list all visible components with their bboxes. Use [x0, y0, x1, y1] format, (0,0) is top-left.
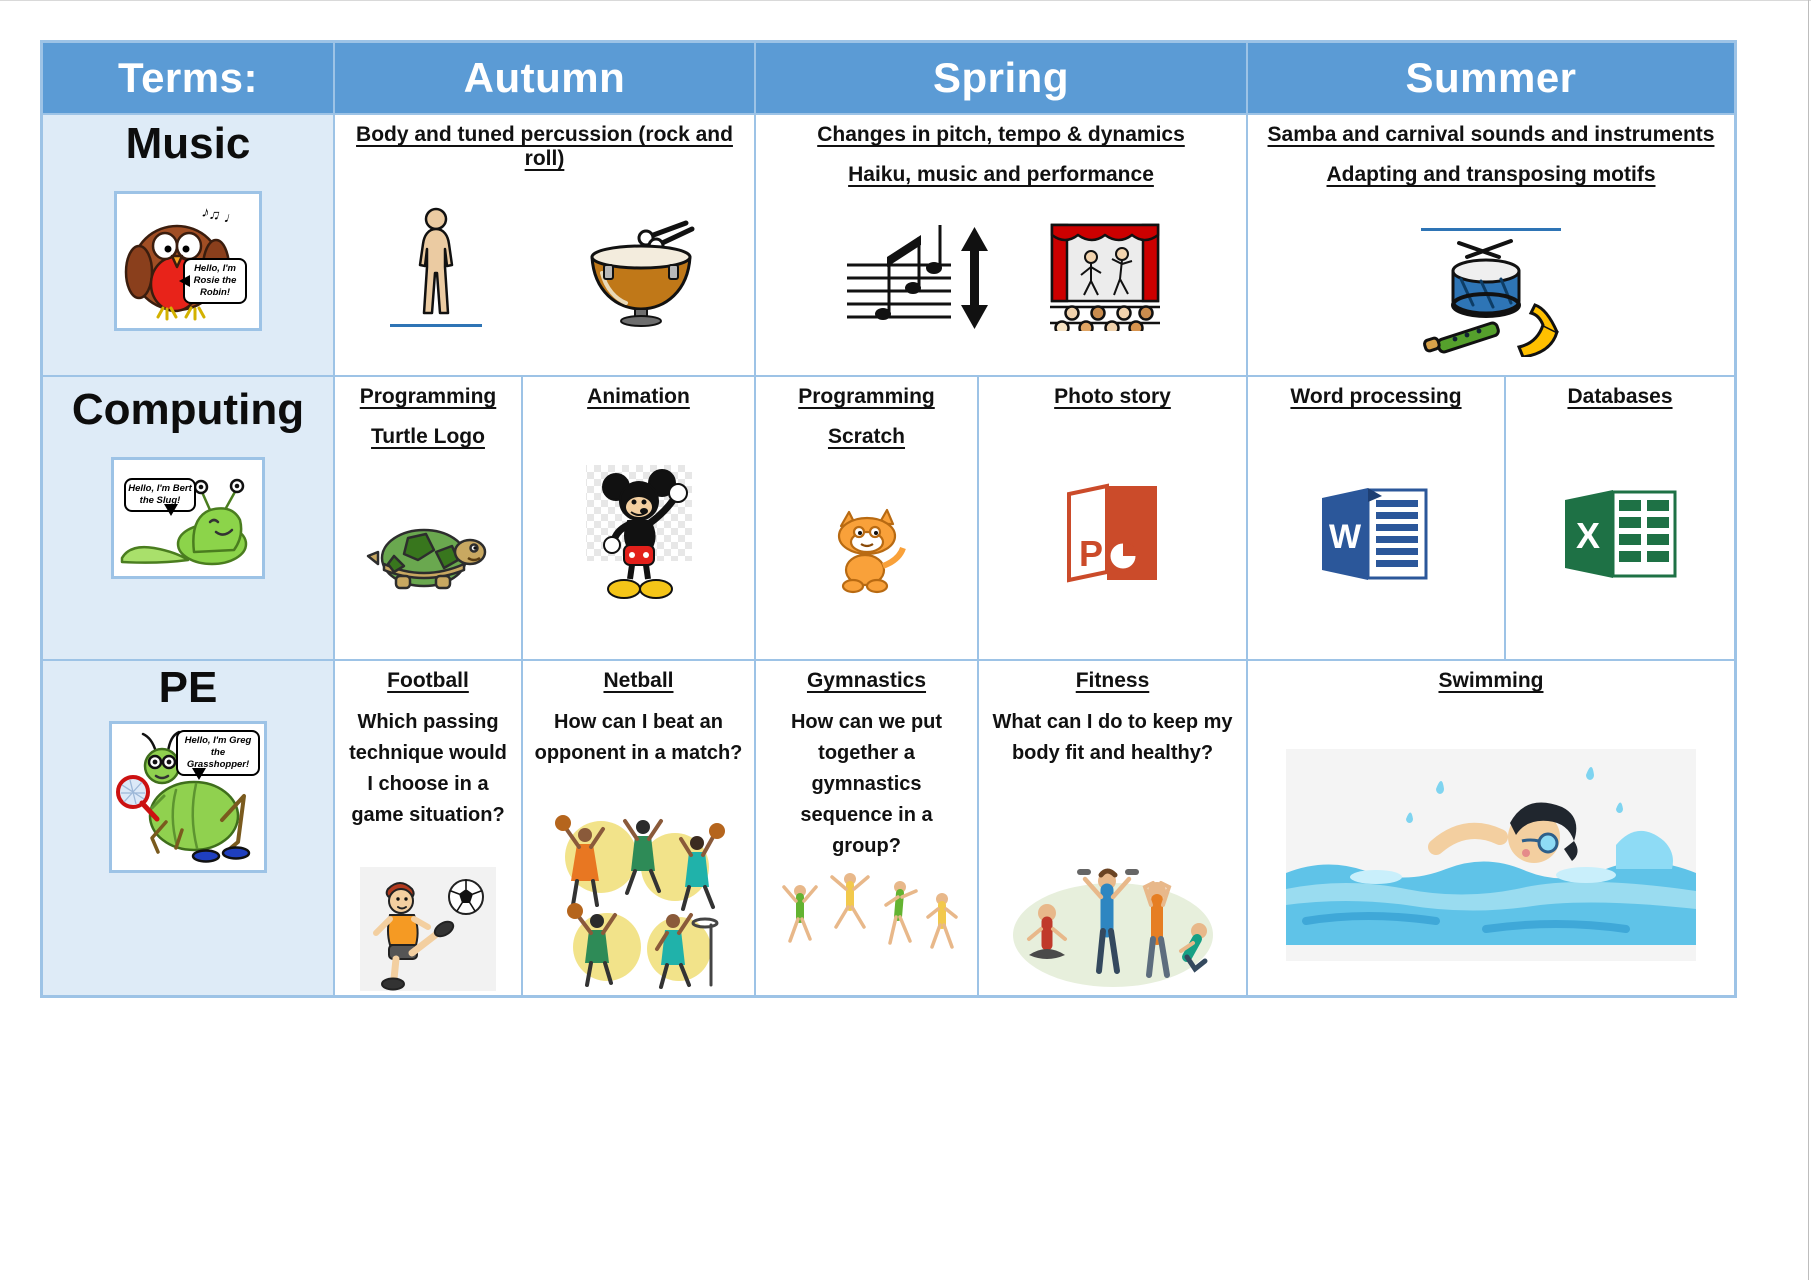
music-row-label-cell [43, 115, 333, 375]
computing-heading-animation: Animation [587, 385, 690, 408]
football-boy-icon [360, 867, 496, 991]
svg-text:X: X [1576, 515, 1601, 556]
computing-summer-word-cell [1248, 377, 1504, 659]
computing-heading-programming-2: Programming [798, 385, 935, 408]
computing-heading-databases: Databases [1567, 385, 1673, 408]
pe-heading-fitness: Fitness [1075, 669, 1150, 692]
computing-subheading-turtle-logo: Turtle Logo [371, 425, 485, 448]
music-summer-heading-2: Adapting and transposing motifs [1326, 163, 1656, 186]
body-underline [390, 324, 482, 327]
computing-spring-programming-cell [756, 377, 977, 659]
computing-subheading-scratch: Scratch [827, 425, 906, 448]
header-autumn: Autumn [335, 43, 754, 113]
pe-row-label-cell [43, 661, 333, 995]
netball-players-icon [551, 809, 727, 995]
pe-question-football: Which passing technique would I choose in a game situation? [349, 711, 507, 826]
header-terms: Terms: [43, 43, 333, 113]
computing-autumn-animation-cell [523, 377, 754, 659]
pe-swimming-cell [1248, 661, 1734, 995]
robin-speech-bubble: Hello, I'm Rosie the Robin! [183, 258, 247, 304]
music-autumn-cell [335, 115, 754, 375]
computing-autumn-programming-cell [335, 377, 521, 659]
header-summer: Summer [1248, 43, 1734, 113]
mickey-mouse-icon [580, 465, 698, 603]
stage-performance-icon [1046, 219, 1164, 331]
svg-text:W: W [1329, 518, 1362, 556]
pe-question-netball: How can I beat an opponent in a match? [534, 711, 743, 764]
computing-row-label: Computing [71, 385, 305, 434]
grasshopper-mascot-box [109, 721, 267, 873]
summer-underline [1421, 228, 1561, 231]
pe-heading-football: Football [387, 669, 469, 692]
music-summer-cell [1248, 115, 1734, 375]
pe-gymnastics-cell [756, 661, 977, 995]
pe-heading-netball: Netball [603, 669, 674, 692]
pe-row-label: PE [158, 663, 218, 712]
fitness-group-icon [1009, 839, 1217, 991]
pe-football-cell [335, 661, 521, 995]
computing-row-label-cell [43, 377, 333, 659]
header-spring: Spring [756, 43, 1246, 113]
pe-netball-cell [523, 661, 754, 995]
pe-fitness-cell [979, 661, 1246, 995]
page-right-edge [1808, 0, 1809, 1280]
computing-heading-photo-story: Photo story [1054, 385, 1171, 408]
curriculum-table [40, 40, 1737, 998]
music-notes-glyph: ♪♫ ♩ [200, 203, 241, 230]
music-autumn-icons [390, 207, 700, 327]
music-spring-icons [839, 219, 1164, 331]
music-summer-heading-1: Samba and carnival sounds and instruments [1267, 123, 1715, 146]
grasshopper-speech-bubble: Hello, I'm Greg the Grasshopper! [176, 730, 260, 776]
slug-speech-bubble: Hello, I'm Bert the Slug! [124, 478, 196, 512]
music-row-label: Music [125, 119, 251, 168]
gymnastics-sequence-icon [772, 865, 962, 961]
computing-spring-photostory-cell [979, 377, 1246, 659]
music-spring-heading-1: Changes in pitch, tempo & dynamics [817, 123, 1185, 146]
music-staff-arrow-icon [839, 221, 991, 331]
computing-heading-programming: Programming [359, 385, 497, 408]
pe-question-fitness: What can I do to keep my body fit and healthy? [992, 711, 1233, 764]
music-spring-heading-2: Haiku, music and performance [848, 163, 1154, 186]
robin-mascot-box [114, 191, 262, 331]
page-top-edge [0, 0, 1811, 1]
word-logo-icon [1316, 484, 1436, 584]
pe-heading-gymnastics: Gymnastics [806, 669, 927, 692]
excel-logo-icon [1557, 484, 1683, 584]
music-summer-icons [1415, 228, 1567, 357]
music-spring-cell [756, 115, 1246, 375]
pe-question-gymnastics: How can we put together a gymnastics sequence in a group? [790, 711, 943, 857]
human-body-icon [410, 207, 462, 321]
svg-text:P: P [1078, 533, 1103, 574]
computing-heading-word-processing: Word processing [1290, 385, 1462, 408]
powerpoint-logo-icon [1059, 478, 1167, 590]
slug-mascot-box [111, 457, 265, 579]
swimming-boy-icon [1286, 749, 1696, 961]
timpani-drum-icon [582, 215, 700, 327]
computing-summer-databases-cell [1506, 377, 1734, 659]
scratch-cat-icon [821, 508, 913, 600]
pe-heading-swimming: Swimming [1438, 669, 1544, 692]
music-autumn-heading: Body and tuned percussion (rock and roll) [356, 123, 733, 170]
turtle-icon [364, 512, 492, 596]
drum-trumpet-recorder-icon [1415, 235, 1567, 357]
slug-mascot-icon [114, 460, 256, 570]
